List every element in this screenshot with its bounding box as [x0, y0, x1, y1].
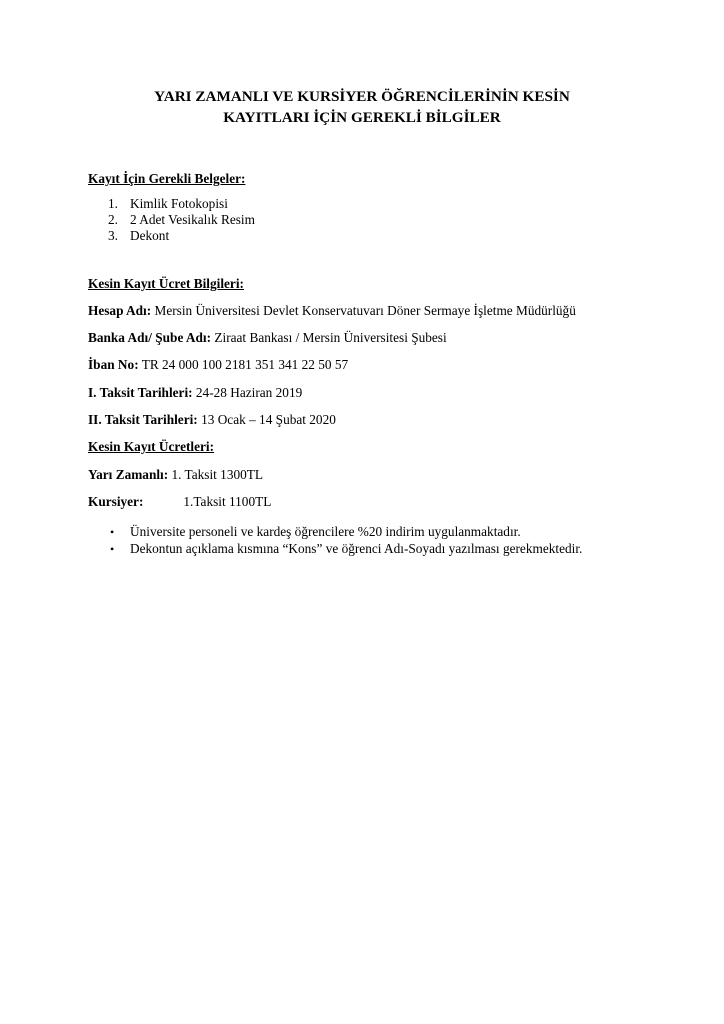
list-item: 2. 2 Adet Vesikalık Resim	[108, 212, 255, 227]
account-name-line	[88, 303, 576, 319]
iban-line	[88, 357, 348, 373]
installment-2-value: 13 Ocak – 14 Şubat 2020	[197, 412, 336, 427]
installment-2-line	[88, 412, 336, 428]
part-time-label: Yarı Zamanlı:	[88, 467, 169, 482]
bullet-icon: •	[110, 542, 115, 556]
course-value: 1.Taksit 1100TL	[183, 494, 272, 509]
course-fee-line	[88, 494, 271, 510]
course-label: Kursiyer:	[88, 494, 144, 509]
list-item: • Dekontun açıklama kısmına “Kons” ve öğrenci Adı-Soyadı yazılması gerekmektedir.	[110, 541, 583, 556]
bullet-icon: •	[110, 525, 115, 539]
installment-1-value: 24-28 Haziran 2019	[192, 385, 303, 400]
fees-heading: Kesin Kayıt Ücretleri:	[88, 439, 215, 454]
payment-info-heading: Kesin Kayıt Ücret Bilgileri:	[88, 276, 244, 291]
bank-value: Ziraat Bankası / Mersin Üniversitesi Şubesi	[211, 330, 447, 345]
required-documents-list	[108, 196, 255, 244]
installment-1-line	[88, 385, 302, 401]
required-documents-heading: Kayıt İçin Gerekli Belgeler:	[88, 171, 246, 186]
part-time-fee-line	[88, 467, 263, 483]
list-item: 3. Dekont	[108, 228, 170, 243]
bank-line	[88, 330, 447, 346]
part-time-value: 1. Taksit 1300TL	[168, 467, 264, 482]
iban-label: İban No:	[88, 357, 139, 372]
account-name-value: Mersin Üniversitesi Devlet Konservatuvarı Döner Sermaye İşletme Müdürlüğü	[151, 303, 576, 318]
notes-list	[110, 523, 582, 557]
account-name-label: Hesap Adı:	[88, 303, 152, 318]
installment-1-label: I. Taksit Tarihleri:	[88, 385, 193, 400]
bank-label: Banka Adı/ Şube Adı:	[88, 330, 212, 345]
title-line-2: KAYITLARI İÇİN GEREKLİ BİLGİLER	[223, 109, 501, 126]
document-title	[0, 86, 724, 128]
installment-2-label: II. Taksit Tarihleri:	[88, 412, 198, 427]
title-line-1: YARI ZAMANLI VE KURSİYER ÖĞRENCİLERİNİN KESİN	[154, 88, 570, 105]
list-item: • Üniversite personeli ve kardeş öğrencilere %20 indirim uygulanmaktadır.	[110, 524, 521, 539]
list-item: 1. Kimlik Fotokopisi	[108, 196, 228, 211]
iban-value: TR 24 000 100 2181 351 341 22 50 57	[138, 357, 349, 372]
